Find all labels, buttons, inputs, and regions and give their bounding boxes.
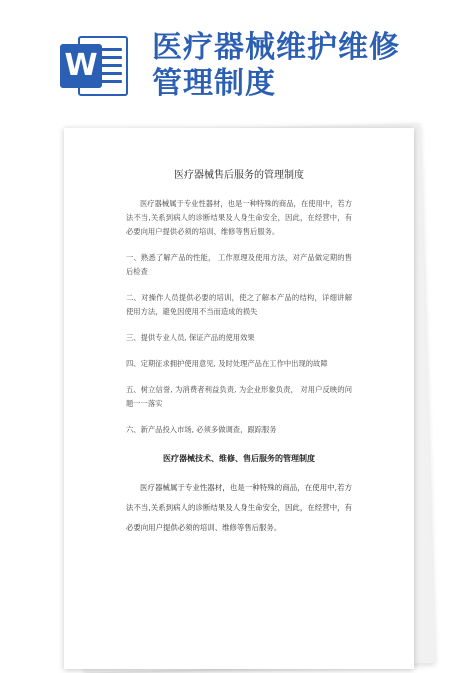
banner-title-line2: 管理制度 bbox=[152, 66, 276, 101]
word-icon-letter: W bbox=[60, 44, 102, 88]
word-document-icon bbox=[60, 36, 130, 96]
document-intro: 医疗器械属于专业性器材，也是一种特殊的商品，在使用中，若方法不当,关系到病人的诊断结果及人身生命安全，因此，在经营中，有必要向用户提供必须的培训、维修等售后服务。 bbox=[126, 199, 352, 236]
document-heading: 医疗器械售后服务的管理制度 bbox=[174, 170, 304, 181]
list-item: 三、提供专业人员, 保证产品的使用效果 bbox=[126, 333, 255, 342]
list-item: 六、新产品投入市场, 必须多做调查，跟踪服务 bbox=[126, 425, 277, 434]
banner bbox=[0, 0, 474, 118]
document-intro-2: 医疗器械属于专业性器材，也是一种特殊的商品，在使用中,若方法不当,关系到病人的诊断结果及人身生命安全，因此，在经营中，有必要向用户提供必须的培训、维修等售后服务。 bbox=[126, 483, 352, 532]
banner-title-line1: 医疗器械维护维修 bbox=[152, 30, 400, 65]
document-page bbox=[64, 128, 414, 669]
list-item: 五、树立信誉, 为消费者利益负责, 为企业形象负责， 对用户反映的问题一一落实 bbox=[126, 385, 352, 408]
list-item: 二、对操作人员提供必要的培训，使之了解本产品的结构，详细讲解使用方法，避免因使用不当而造成的损失 bbox=[126, 293, 352, 316]
list-item: 四、定期征求拥护使用意见, 及时处理产品在工作中出现的故障 bbox=[126, 359, 328, 368]
document-subheading: 医疗器械技术、维修、售后服务的管理制度 bbox=[163, 454, 315, 463]
list-item: 一、熟悉了解产品的性能， 工作原理及使用方法，对产品做定期的售后检查 bbox=[126, 253, 352, 276]
document-body bbox=[126, 158, 352, 538]
banner-title bbox=[152, 30, 452, 102]
